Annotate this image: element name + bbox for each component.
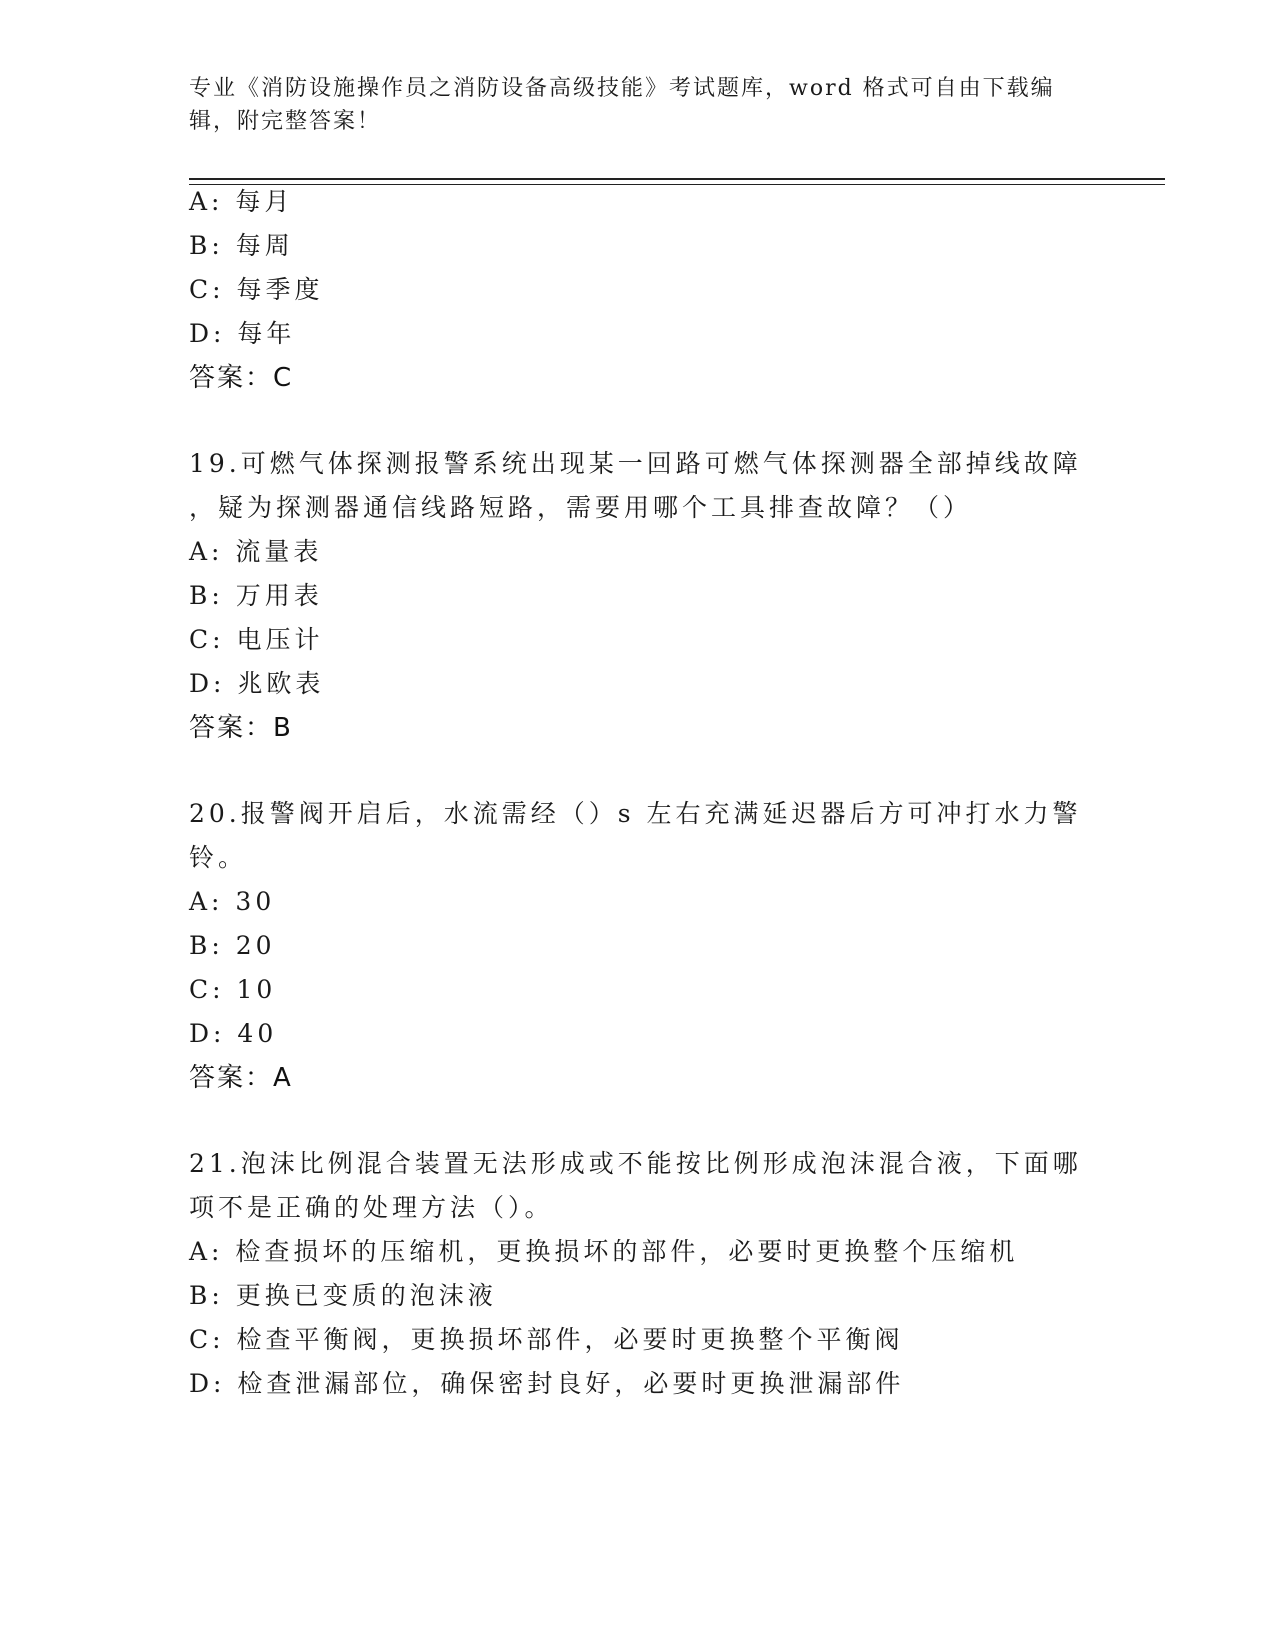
q18-option-c: C: 每季度 xyxy=(189,275,324,304)
q19-option-c: C: 电压计 xyxy=(189,625,324,654)
q18-option-d: D: 每年 xyxy=(189,319,296,348)
q21-stem-line-2: 项不是正确的处理方法（）。 xyxy=(189,1193,554,1222)
document-header xyxy=(189,72,1089,138)
q20-option-c: C: 10 xyxy=(189,975,277,1004)
q21-option-d: D: 检查泄漏部位，确保密封良好，必要时更换泄漏部件 xyxy=(189,1369,905,1398)
q21-option-a: A: 检查损坏的压缩机，更换损坏的部件，必要时更换整个压缩机 xyxy=(189,1237,1019,1266)
header-divider-thin xyxy=(189,184,1165,185)
q20-option-a: A: 30 xyxy=(189,887,276,916)
q18-answer: 答案：C xyxy=(189,363,294,393)
q21-option-b: B: 更换已变质的泡沫液 xyxy=(189,1281,497,1310)
q20-stem-line-2: 铃。 xyxy=(189,843,248,872)
q20-answer: 答案：A xyxy=(189,1063,293,1093)
q19-stem-line-2: ，疑为探测器通信线路短路，需要用哪个工具排查故障？（） xyxy=(189,493,973,522)
q20-option-d: D: 40 xyxy=(189,1019,278,1048)
q20-stem-line-1: 20.报警阀开启后，水流需经（）s 左右充满延迟器后方可冲打水力警 xyxy=(189,799,1082,828)
header-line-1: 专业《消防设施操作员之消防设备高级技能》考试题库，word 格式可自由下载编 xyxy=(189,76,1055,101)
q19-option-b: B: 万用表 xyxy=(189,581,323,610)
q21-option-c: C: 检查平衡阀，更换损坏部件，必要时更换整个平衡阀 xyxy=(189,1325,904,1354)
q19-option-d: D: 兆欧表 xyxy=(189,669,325,698)
q20-option-b: B: 20 xyxy=(189,931,276,960)
header-divider-thick xyxy=(189,178,1165,180)
q18-option-b: B: 每周 xyxy=(189,231,294,260)
q19-stem-line-1: 19.可燃气体探测报警系统出现某一回路可燃气体探测器全部掉线故障 xyxy=(189,449,1082,478)
q21-stem-line-1: 21.泡沫比例混合装置无法形成或不能按比例形成泡沫混合液，下面哪 xyxy=(189,1149,1082,1178)
q18-option-a: A: 每月 xyxy=(189,187,294,216)
q19-option-a: A: 流量表 xyxy=(189,537,323,566)
q19-answer: 答案：B xyxy=(189,713,293,743)
header-line-2: 辑，附完整答案！ xyxy=(189,109,382,134)
